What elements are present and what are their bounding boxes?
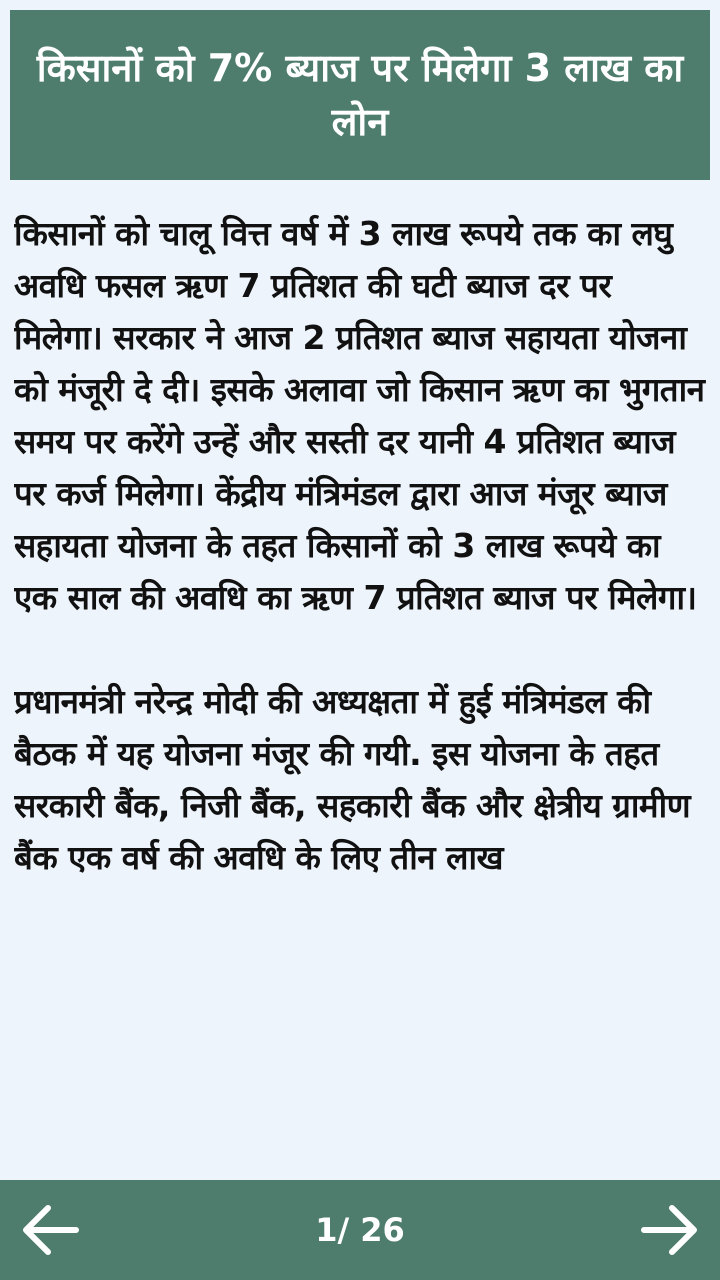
title-bar (10, 10, 710, 180)
article-paragraph: प्रधानमंत्री नरेन्द्र मोदी की अध्यक्षता में हुई मंत्रिमंडल की बैठक में यह योजना मंजूर की गयी. इस योजना के तहत सरकारी बैंक, निजी बैंक, सहकारी बैंक और क्षेत्रीय ग्रामीण बैंक एक वर्ष की अवधि के लिए तीन लाख (14, 682, 691, 877)
article-body[interactable] (14, 208, 708, 1068)
article-title: किसानों को 7% ब्याज पर मिलेगा 3 लाख का लोन (36, 46, 684, 144)
bottom-nav-bar (0, 1180, 720, 1280)
next-page-button[interactable] (636, 1196, 704, 1264)
page-indicator: 1/ 26 (315, 1211, 405, 1249)
arrow-right-icon (638, 1198, 702, 1262)
article-paragraph: किसानों को चालू वित्त वर्ष में 3 लाख रूपये तक का लघु अवधि फसल ऋण 7 प्रतिशत की घटी ब्याज दर पर मिलेगा। सरकार ने आज 2 प्रतिशत ब्याज सहायता योजना को मंजूरी दे दी। इसके अलावा जो किसान ऋण का भुगतान समय पर करेंगे उन्हें और सस्ती दर यानी 4 प्रतिशत ब्याज पर कर्ज मिलेगा। केंद्रीय मंत्रिमंडल द्वारा आज मंजूर ब्याज सहायता योजना के तहत किसानों को 3 लाख रूपये का एक साल की अवधि का ऋण 7 प्रतिशत ब्याज पर मिलेगा। (14, 214, 705, 617)
